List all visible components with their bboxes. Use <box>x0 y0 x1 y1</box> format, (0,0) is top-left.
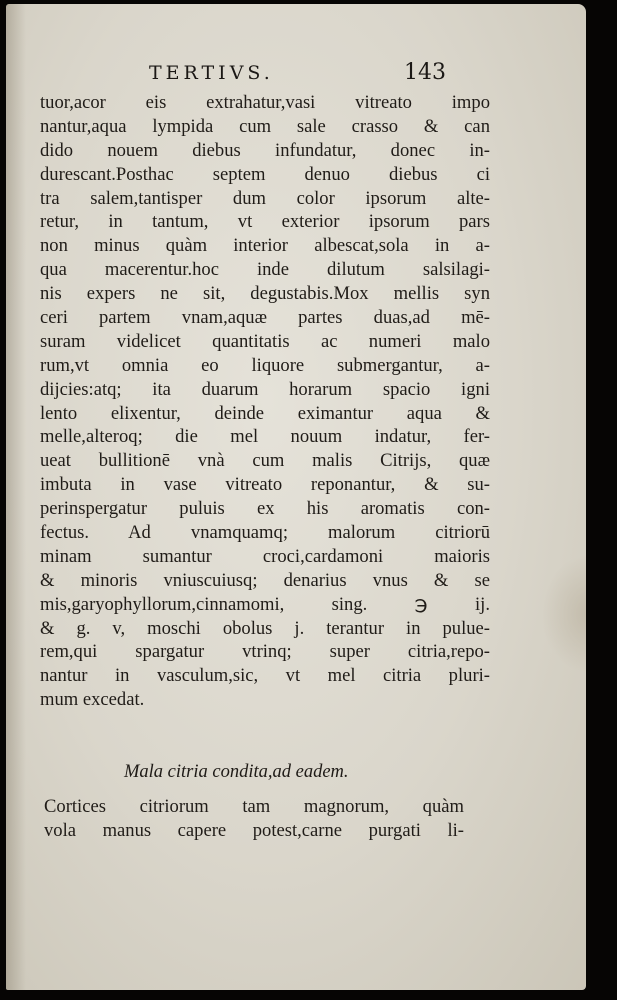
text-line: & g. v, moschi obolus j. terantur in pulue- <box>40 617 490 639</box>
page-number: 143 <box>404 60 446 85</box>
text-line: rum,vt omnia eo liquore submergantur, a- <box>40 354 490 376</box>
text-line: vola manus capere potest,carne purgati li- <box>44 819 464 841</box>
text-line: tra salem,tantisper dum color ipsorum alte- <box>40 187 490 209</box>
text-line: nantur,aqua lympida cum sale crasso & can <box>40 115 490 137</box>
text-line: perinspergatur puluis ex his aromatis con- <box>40 498 490 520</box>
body-text <box>40 91 490 712</box>
text-line: melle,alteroq; die mel nouum indatur, fer- <box>40 426 490 448</box>
text-line: suram videlicet quantitatis ac numeri malo <box>40 330 490 352</box>
text-line: nis expers ne sit, degustabis.Mox mellis syn <box>40 283 490 305</box>
body-text-continued <box>44 795 464 843</box>
text-line: & minoris vniuscuiusq; denarius vnus & se <box>40 569 490 591</box>
water-stain <box>541 554 586 674</box>
text-line: mis,garyophyllorum,cinnamomi, sing. ℈ ij. <box>40 593 490 615</box>
text-line: ceri partem vnam,aquæ partes duas,ad mē- <box>40 307 490 329</box>
text-line: mum excedat. <box>40 689 145 711</box>
text-line: ueat bullitionē vnà cum malis Citrijs, quæ <box>40 450 490 472</box>
text-line: fectus. Ad vnamquamq; malorum citriorū <box>40 522 490 544</box>
running-head: TERTIVS. <box>149 62 274 84</box>
text-line: retur, in tantum, vt exterior ipsorum pars <box>40 211 490 233</box>
book-page <box>6 4 586 990</box>
text-line: Cortices citriorum tam magnorum, quàm <box>44 796 464 817</box>
text-line: minam sumantur croci,cardamoni maioris <box>40 545 490 567</box>
text-line: tuor,acor eis extrahatur,vasi vitreato impo <box>40 92 490 113</box>
text-line: qua macerentur.hoc inde dilutum salsilagi- <box>40 259 490 281</box>
text-line: dido nouem diebus infundatur, donec in- <box>40 139 490 161</box>
text-line: lento elixentur, deinde eximantur aqua & <box>40 402 490 424</box>
text-line: nantur in vasculum,sic, vt mel citria pluri- <box>40 665 490 687</box>
text-line: imbuta in vase vitreato reponantur, & su- <box>40 474 490 496</box>
text-line: non minus quàm interior albescat,sola in a- <box>40 235 490 257</box>
text-line: dijcies:atq; ita duarum horarum spacio igni <box>40 378 490 400</box>
text-line: rem,qui spargatur vtrinq; super citria,repo- <box>40 641 490 663</box>
text-line: durescant.Posthac septem denuo diebus ci <box>40 163 490 185</box>
recipe-heading: Mala citria condita,ad eadem. <box>124 762 349 782</box>
